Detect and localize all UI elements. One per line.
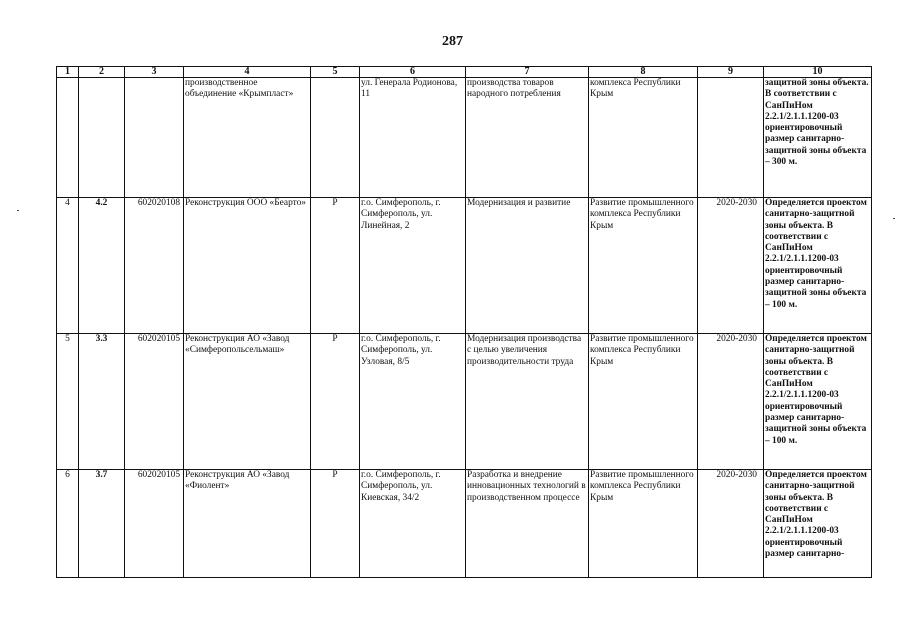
page-number: 287: [442, 34, 463, 49]
zone-description: Определяется проектом санитарно-защитной зоны объекта. В соответствии с СанПиНом 2.2.1/2.1.1.1200-03 ориентировочный размер санитарно-: [764, 470, 872, 578]
object-code: [125, 78, 184, 198]
zone-description: защитной зоны объекта. В соответствии с СанПиНом 2.2.1/2.1.1.1200-03 ориентировочный размер санитарно-защитной зоны объекта – 300 м.: [764, 78, 872, 198]
object-name: Реконструкция АО «Завод «Фиолент»: [184, 470, 311, 578]
basis: Развитие промышленного комплекса Республики Крым: [589, 198, 698, 334]
period: [698, 78, 764, 198]
purpose: Модернизация и развитие: [466, 198, 589, 334]
zone-description: Определяется проектом санитарно-защитной зоны объекта. В соответствии с СанПиНом 2.2.1/2.1.1.1200-03 ориентировочный размер санитарно-защитной зоны объекта – 100 м.: [764, 334, 872, 470]
scan-speck: [17, 210, 19, 211]
item-code: 3.7: [79, 470, 125, 578]
object-name: Реконструкция АО «Завод «Симферопольсельмаш»: [184, 334, 311, 470]
object-code: 602020108: [125, 198, 184, 334]
period: 2020-2030: [698, 470, 764, 578]
row-number: 4: [57, 198, 79, 334]
basis: комплекса Республики Крым: [589, 78, 698, 198]
location: ул. Генерала Родионова, 11: [360, 78, 466, 198]
column-header: 3: [125, 67, 184, 78]
basis: Развитие промышленного комплекса Республики Крым: [589, 470, 698, 578]
status-code: [311, 78, 360, 198]
period: 2020-2030: [698, 198, 764, 334]
status-code: Р: [311, 198, 360, 334]
scan-speck: [893, 218, 895, 219]
table-row: [57, 334, 872, 470]
column-header: 2: [79, 67, 125, 78]
purpose: Разработка и внедрение инновационных технологий в производственном процессе: [466, 470, 589, 578]
item-code: [79, 78, 125, 198]
period: 2020-2030: [698, 334, 764, 470]
status-code: Р: [311, 334, 360, 470]
table-row: [57, 78, 872, 198]
item-code: 3.3: [79, 334, 125, 470]
location: г.о. Симферополь, г. Симферополь, ул. Киевская, 34/2: [360, 470, 466, 578]
table-row: [57, 470, 872, 578]
item-code: 4.2: [79, 198, 125, 334]
object-code: 602020105: [125, 470, 184, 578]
zone-description: Определяется проектом санитарно-защитной зоны объекта. В соответствии с СанПиНом 2.2.1/2.1.1.1200-03 ориентировочный размер санитарно-защитной зоны объекта – 100 м.: [764, 198, 872, 334]
object-name: производственное объединение «Крымпласт»: [184, 78, 311, 198]
column-header: 8: [589, 67, 698, 78]
basis: Развитие промышленного комплекса Республики Крым: [589, 334, 698, 470]
purpose: Модернизация производства с целью увеличения производительности труда: [466, 334, 589, 470]
column-header: 10: [764, 67, 872, 78]
column-header: 4: [184, 67, 311, 78]
object-code: 602020105: [125, 334, 184, 470]
column-header: 6: [360, 67, 466, 78]
table-row: [57, 198, 872, 334]
location: г.о. Симферополь, г. Симферополь, ул. Узловая, 8/5: [360, 334, 466, 470]
table-header-row: [57, 67, 872, 78]
location: г.о. Симферополь, г. Симферополь, ул. Линейная, 2: [360, 198, 466, 334]
column-header: 9: [698, 67, 764, 78]
status-code: Р: [311, 470, 360, 578]
column-header: 5: [311, 67, 360, 78]
row-number: 5: [57, 334, 79, 470]
column-header: 1: [57, 67, 79, 78]
row-number: [57, 78, 79, 198]
object-name: Реконструкция ООО «Беарто»: [184, 198, 311, 334]
purpose: производства товаров народного потребления: [466, 78, 589, 198]
column-header: 7: [466, 67, 589, 78]
row-number: 6: [57, 470, 79, 578]
data-table: [56, 66, 872, 578]
